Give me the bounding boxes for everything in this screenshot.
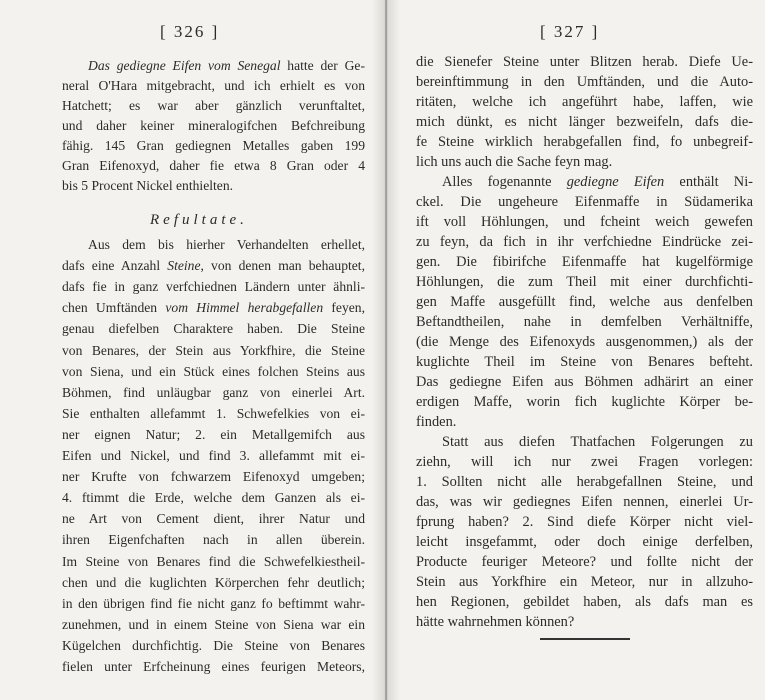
text-segment: ziehn, will ich nur zwei Fragen vorlegen:: [416, 454, 753, 470]
text-segment: ner Krufte von fchwarzem Eifenoxyd umgeben;: [62, 469, 365, 485]
text-line: [416, 574, 753, 591]
text-line: [416, 214, 753, 231]
text-segment: die Sienefer Steine unter Blitzen herab. Diefe Ue-: [416, 54, 753, 70]
text-line: [62, 596, 365, 612]
text-segment: gen Maffe ausgefüllt find, welche aus denfelben: [416, 294, 753, 310]
text-segment: ckel. Die ungeheure Eifenmaffe in Südamerika: [416, 194, 753, 210]
right-page: [395, 0, 765, 700]
text-segment: chen und die kuglichten Körperchen fehr deutlich;: [62, 574, 365, 590]
text-line: [416, 394, 753, 411]
text-line: [62, 532, 365, 548]
text-line: [416, 134, 753, 151]
text-line: [62, 343, 365, 359]
text-segment: 1. Sollten nicht alle herabgefallnen Steine, und: [416, 474, 753, 490]
text-segment: von Benares, der Stein aus Yorkfhire, die Steine: [62, 342, 365, 358]
text-line: [416, 594, 753, 611]
text-segment: fe Steine wirklich herabgefallen find, fo unbegreif-: [416, 134, 753, 150]
text-line: [62, 98, 365, 114]
section-heading: Refultate.: [150, 212, 248, 228]
italic-text: Steine: [167, 258, 201, 274]
text-segment: mich dünkt, es nicht länger bezweifeln, dafs die-: [416, 114, 753, 130]
text-segment: Das gediegne Eifen aus Böhmen adhärirt an einer: [416, 374, 753, 390]
text-segment: fprung haben? 2. Sind diefe Körper nicht viel-: [416, 514, 753, 530]
text-line: [416, 494, 753, 511]
text-segment: Beftandtheilen, nahe in demfelben Verhältniffe,: [416, 314, 753, 330]
text-segment: ift voll Höhlungen, und fcheint weich gewefen: [416, 214, 753, 230]
text-line: [62, 638, 365, 654]
text-segment: Eifen und Nickel, und find 3. allefammt mit ei-: [62, 448, 365, 463]
text-line: [416, 194, 753, 211]
text-segment: hatte der Ge-: [280, 58, 365, 73]
text-line: [62, 554, 365, 570]
text-segment: von Siena, und ein Stück eines folchen Steins aus: [62, 363, 365, 379]
text-line: [62, 659, 365, 675]
text-segment: und daher keiner mineralogifchen Befchreibung: [62, 118, 365, 133]
text-line: [416, 454, 753, 471]
text-segment: 4. ftimmt die Erde, welche dem Ganzen als ei-: [62, 490, 365, 506]
text-segment: ner eignen Natur; 2. ein Metallgemifch aus: [62, 426, 365, 442]
text-segment: in den übrigen find fie nicht ganz fo beftimmt wahr-: [62, 595, 365, 611]
text-line: [62, 406, 365, 422]
text-line: [416, 614, 753, 631]
text-line: [416, 314, 753, 331]
text-segment: dafs eine Anzahl: [62, 258, 168, 274]
text-segment: neral O'Hara mitgebracht, und ich erhielt es von: [62, 78, 365, 93]
italic-text: gediegne Eifen: [566, 174, 665, 190]
text-line: [62, 178, 365, 194]
text-segment: ihren Eigenfchaften nach in allen überein.: [62, 532, 365, 548]
text-line: [416, 274, 753, 291]
text-line: [62, 58, 365, 74]
text-line: [416, 74, 753, 91]
text-line: [416, 334, 753, 351]
text-line: [62, 118, 365, 134]
italic-text: vom Himmel herabgefallen: [165, 300, 324, 316]
text-segment: zu feyn, da fich in ihr verfchiedne Eindrücke zei-: [416, 234, 753, 250]
text-segment: das, was wir gediegnes Eifen nennen, einerlei Ur-: [416, 494, 753, 510]
text-segment: ne Art von Cement dient, ihrer Natur und: [62, 511, 365, 527]
text-segment: lich uns auch die Sache feyn mag.: [416, 154, 613, 170]
text-segment: Alles fogenannte: [442, 174, 567, 190]
text-line: [62, 237, 365, 253]
text-line: [62, 300, 365, 316]
text-line: [62, 364, 365, 380]
text-segment: Kügelchen durchfichtig. Die Steine von Benares: [62, 637, 365, 653]
page-number: [ 327 ]: [540, 22, 600, 41]
text-segment: Sie enthalten allefammt 1. Schwefelkies von ei-: [62, 405, 365, 421]
text-line: [416, 354, 753, 371]
text-line: [62, 575, 365, 591]
text-segment: Statt aus diefen Thatfachen Folgerungen zu: [442, 434, 753, 450]
text-segment: zunehmen, und in einem Steine von Siena war ein: [62, 616, 365, 632]
text-segment: chen Umftänden: [62, 300, 166, 316]
text-segment: erdigen Maffe, worin fich kuglichte Körper be-: [416, 394, 753, 410]
text-segment: fähig. 145 Gran gediegnen Metalles gaben 199: [62, 138, 365, 153]
text-line: [416, 174, 753, 191]
text-segment: Höhlungen, die zum Theil mit einer durchfichti-: [416, 274, 753, 290]
text-segment: (die Menge des Eifenoxyds ausgenommen,) als der: [416, 334, 753, 350]
text-segment: Producte feuriger Meteore? und follte nicht der: [416, 554, 753, 570]
text-line: [416, 514, 753, 531]
page-number: [ 326 ]: [160, 22, 220, 41]
text-segment: Im Steine von Benares find die Schwefelkiestheil-: [62, 553, 365, 569]
left-page: [0, 0, 380, 700]
text-segment: bereinftimmung in den Umftänden, und die Auto-: [416, 74, 753, 90]
text-segment: gen. Die fibirifche Eifenmaffe hat kugelförmige: [416, 254, 753, 270]
text-segment: Gran Eifenoxyd, daher fie etwa 8 Gran oder 4: [62, 158, 365, 173]
text-line: [62, 448, 365, 464]
text-line: [62, 490, 365, 506]
text-segment: dafs fie in ganz verfchiednen Ländern unter ähnli-: [62, 279, 365, 295]
text-line: [416, 474, 753, 491]
text-segment: finden.: [416, 414, 457, 430]
text-line: [416, 534, 753, 551]
text-line: [416, 294, 753, 311]
text-line: [416, 114, 753, 131]
text-segment: kuglichte Theil im Steine von Benares befteht.: [416, 354, 753, 370]
text-line: [416, 414, 753, 431]
text-segment: feyen,: [323, 300, 365, 316]
text-segment: Böhmen, find unläugbar ganz von einerlei Art.: [62, 384, 365, 400]
text-line: [416, 554, 753, 571]
text-segment: enthält Ni-: [664, 174, 753, 190]
text-segment: Hatchett; es war aber gänzlich verunftaltet,: [62, 98, 365, 113]
text-segment: ritäten, welche ich angeführt habe, laffen, wie: [416, 94, 753, 110]
text-line: [62, 427, 365, 443]
text-segment: bis 5 Procent Nickel enthielten.: [62, 178, 234, 193]
text-segment: leicht insgefammt, oder doch einige derfelben,: [416, 534, 753, 550]
text-line: [62, 617, 365, 633]
text-line: [416, 434, 753, 451]
text-line: [62, 511, 365, 527]
text-line: [62, 469, 365, 485]
text-segment: , von denen man behauptet,: [200, 258, 365, 274]
text-line: [62, 158, 365, 174]
italic-text: Das gediegne Eifen vom Senegal: [88, 58, 281, 73]
text-segment: fielen unter Erfcheinung eines feurigen Meteors,: [62, 659, 365, 674]
text-line: [62, 321, 365, 337]
text-line: [416, 54, 753, 71]
text-line: [416, 94, 753, 111]
text-segment: genau diefelben Charaktere haben. Die Steine: [62, 321, 365, 337]
text-segment: hen Regionen, gebildet haben, als dafs man es: [416, 594, 753, 610]
text-line: [416, 374, 753, 391]
text-line: [416, 154, 753, 171]
text-segment: Aus dem bis hierher Verhandelten erhellet,: [88, 237, 365, 252]
end-rule: [540, 638, 630, 640]
text-line: [416, 234, 753, 251]
text-segment: hätte wahrnehmen können?: [416, 614, 575, 630]
text-line: [62, 78, 365, 94]
text-line: [62, 279, 365, 295]
text-segment: Stein aus Yorkfhire ein Meteor, nur in allzuho-: [416, 574, 753, 590]
text-line: [62, 258, 365, 274]
text-line: [62, 138, 365, 154]
text-line: [416, 254, 753, 271]
text-line: [62, 385, 365, 401]
